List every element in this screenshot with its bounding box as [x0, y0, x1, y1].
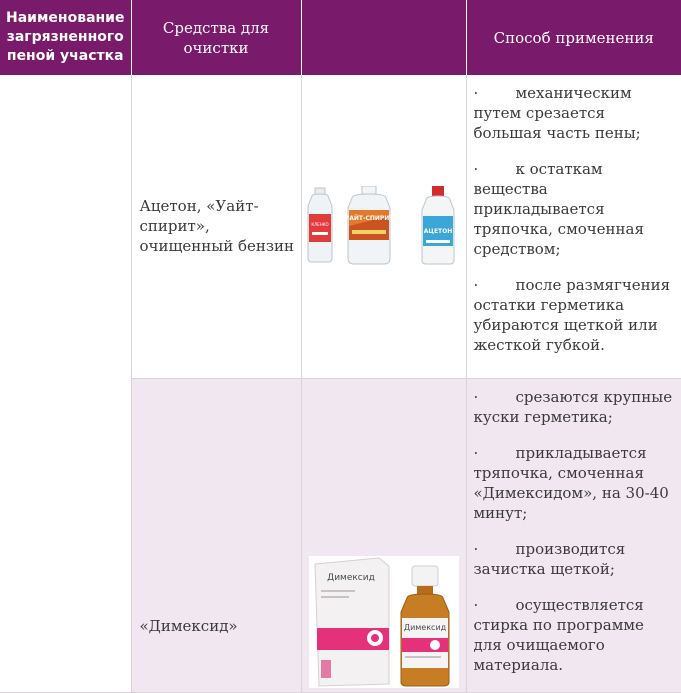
bottle-label: Димексид	[403, 622, 446, 632]
method-step: · после размягчения остатки герметика убираются щеткой или жесткой губкой.	[473, 276, 671, 354]
header-area: Наименование загрязненного пеной участка	[0, 0, 131, 75]
method-step: · производится зачистка щеткой;	[473, 539, 626, 578]
method-step: · осуществляется стирка по программе для очищаемого материала.	[473, 595, 644, 674]
agent-cell: Ацетон, «Уайт-спирит», очищенный бензин	[131, 75, 301, 378]
label-white-spirit: УАЙТ-СПИРИТ	[344, 215, 393, 223]
method-cell	[466, 75, 681, 378]
table-row	[0, 75, 681, 378]
bottle-kleanko	[308, 188, 332, 262]
solvents-product-image	[306, 186, 462, 266]
header-method: Способ применения	[466, 0, 681, 75]
bottle-acetone	[422, 186, 454, 264]
product-image-cell	[301, 75, 466, 378]
method-cell	[466, 378, 681, 692]
table-header-row	[0, 0, 681, 75]
bottle-white-spirit	[344, 186, 394, 264]
area-cell	[0, 75, 131, 692]
label-acetone: АЦЕТОН	[423, 228, 452, 236]
method-step: · срезаются крупные куски герметика;	[473, 387, 673, 426]
agent-cell: «Димексид»	[131, 378, 301, 692]
product-image-cell	[301, 378, 466, 692]
method-step: · механическим путем срезается большая часть пены;	[473, 84, 641, 142]
header-image	[301, 0, 466, 75]
header-agent: Средства для очистки	[131, 0, 301, 75]
box-label: Димексид	[326, 572, 375, 583]
label-kleanko: КЛЕНКО	[310, 222, 329, 228]
method-step: · к остаткам вещества прикладывается тряпочка, смоченная средством;	[473, 160, 644, 258]
method-step: · прикладывается тряпочка, смоченная «Димексидом», на 30-40 минут;	[473, 443, 669, 522]
dimexid-product-image	[309, 556, 459, 688]
dimexid-box	[315, 558, 389, 686]
